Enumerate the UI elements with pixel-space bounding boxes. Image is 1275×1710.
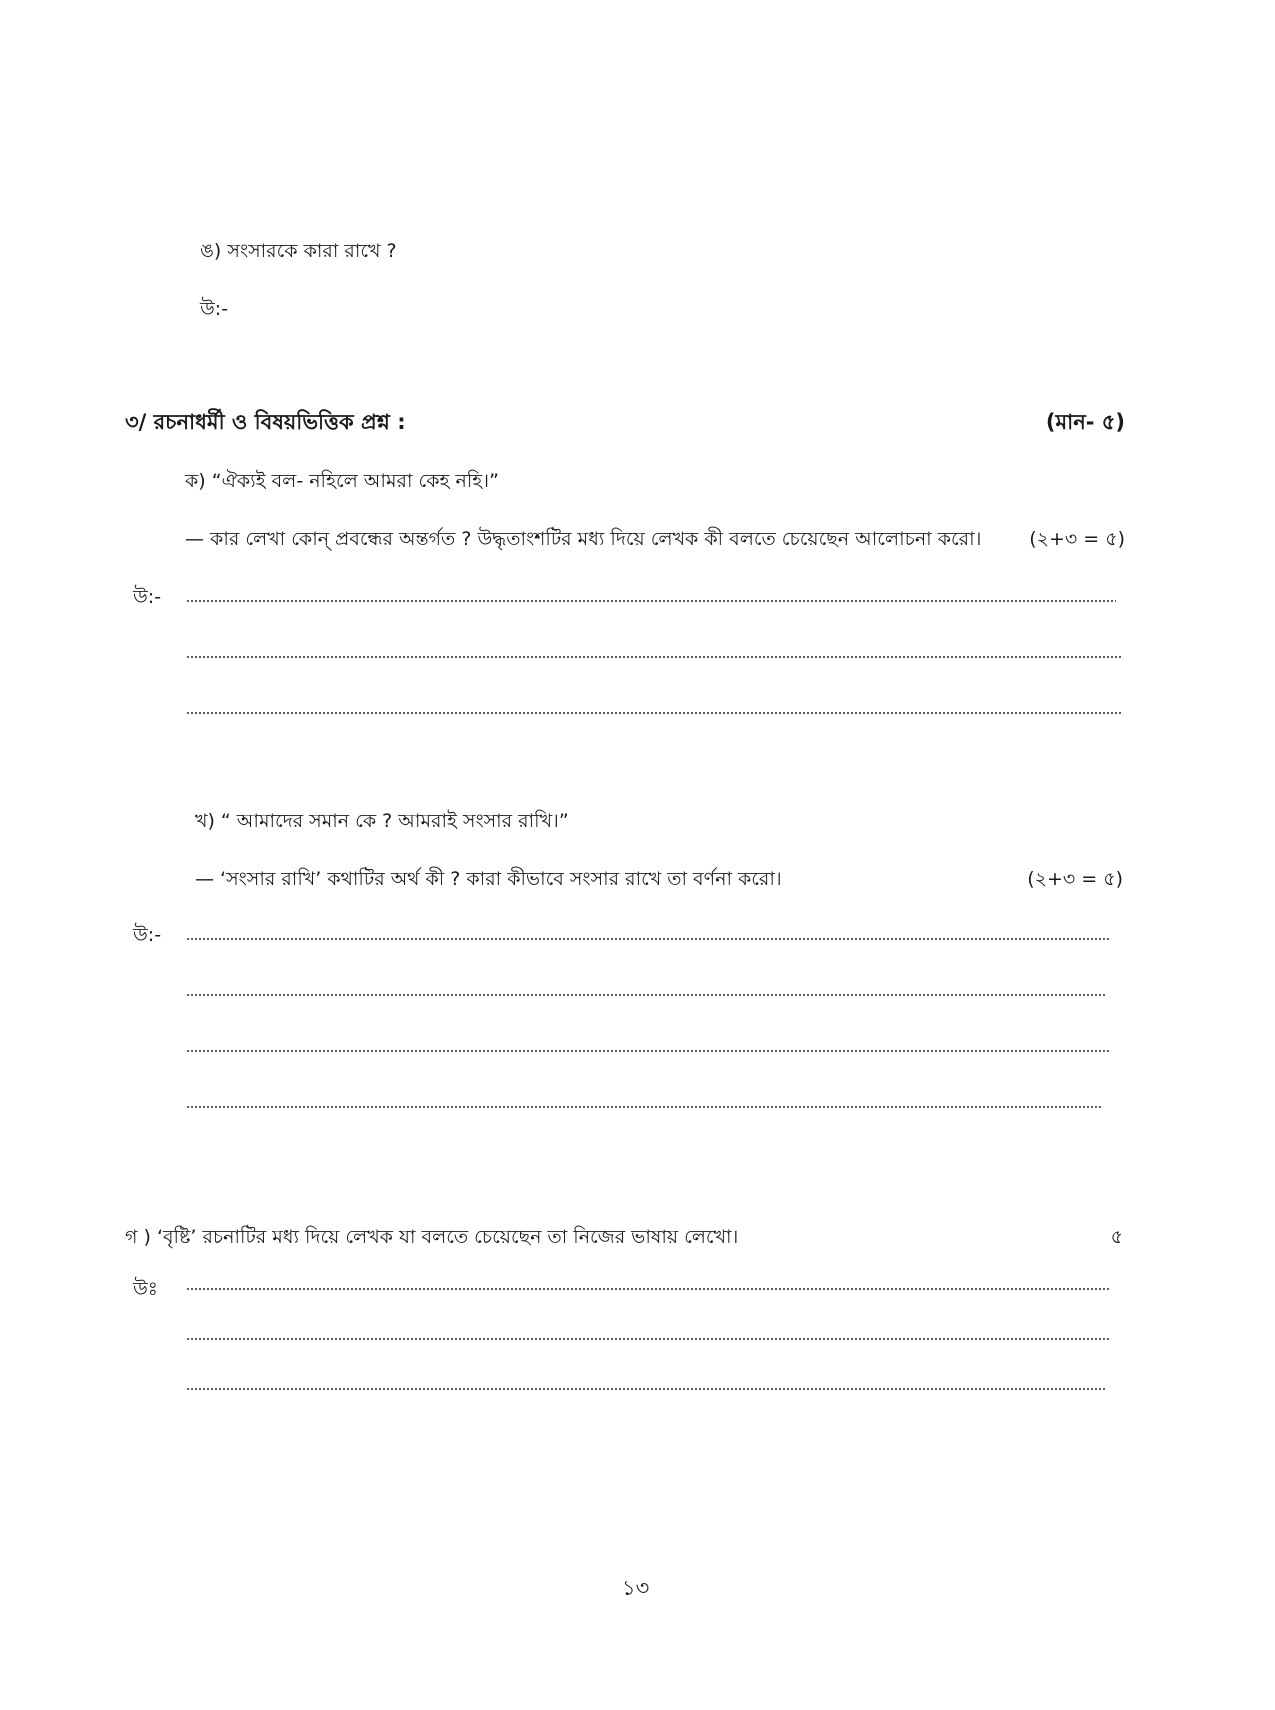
answer-label: উ:- — [200, 298, 229, 320]
answer-dotted-line — [186, 1388, 1106, 1390]
answer-dotted-line — [186, 656, 1121, 658]
answer-dotted-line — [186, 1106, 1101, 1108]
question-kha-quote: খ) “ আমাদের সমান কে ? আমরাই সংসার রাখি।” — [195, 810, 569, 832]
answer-dotted-line — [186, 1050, 1111, 1052]
question-2-item-6: ঙ) সংসারকে কারা রাখে ? — [200, 240, 397, 262]
answer-dotted-line — [186, 712, 1121, 714]
answer-label: উ:- — [133, 586, 162, 608]
answer-dotted-line — [186, 1288, 1111, 1290]
answer-dotted-line — [186, 1338, 1111, 1340]
answer-dotted-line — [186, 600, 1116, 602]
answer-label: উ:- — [133, 924, 162, 946]
question-kha-marks: (২+৩ = ৫) — [1027, 868, 1123, 890]
answer-label: উঃ — [133, 1278, 158, 1300]
question-kha-text: — ‘সংসার রাখি’ কথাটির অর্থ কী ? কারা কীভাবে সংসার রাখে তা বর্ণনা করো। — [195, 868, 782, 890]
answer-dotted-line — [186, 938, 1111, 940]
question-ka-marks: (২+৩ = ৫) — [1029, 528, 1125, 550]
page-number: ১৩ — [622, 1576, 650, 1600]
question-ka-quote: ক) “ঐক্যই বল- নহিলে আমরা কেহ নহি।” — [185, 470, 499, 492]
question-ga-marks: ৫ — [1110, 1226, 1123, 1248]
question-ka-text: — কার লেখা কোন্ প্রবন্ধের অন্তর্গত ? উদ্ধৃতাংশটির মধ্য দিয়ে লেখক কী বলতে চেয়েছেন আলোচনা করো। — [185, 528, 982, 550]
section-3-heading: ৩/ রচনাধর্মী ও বিষয়ভিত্তিক প্রশ্ন : — [125, 410, 406, 434]
answer-dotted-line — [186, 994, 1106, 996]
question-ga-text: গ ) ‘বৃষ্টি’ রচনাটির মধ্য দিয়ে লেখক যা বলতে চেয়েছেন তা নিজের ভাষায় লেখো। — [125, 1226, 739, 1248]
section-3-marks: (মান- ৫) — [1045, 410, 1125, 434]
